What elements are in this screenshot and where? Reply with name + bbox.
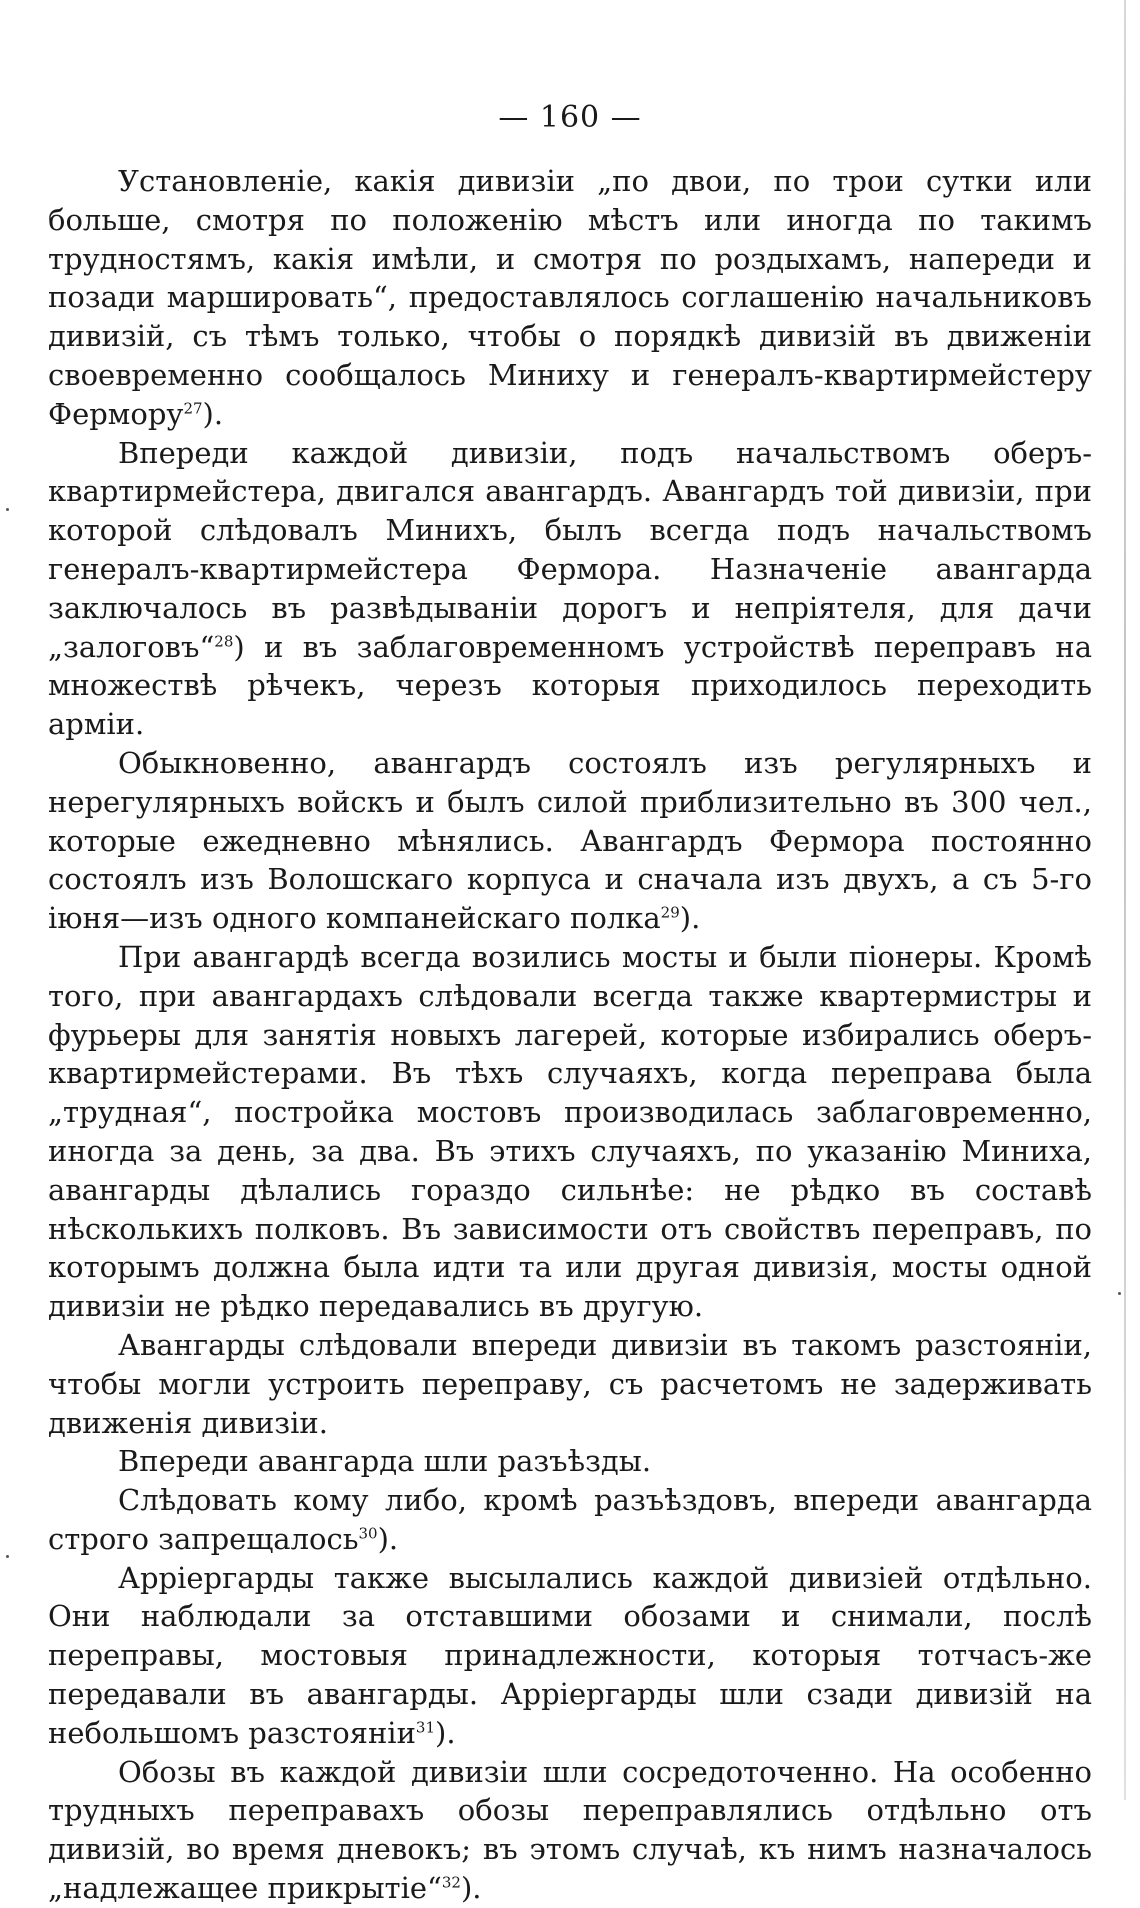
footnote-ref: 29 (660, 903, 680, 922)
paragraph: Впереди авангарда шли разъѣзды. (118, 1444, 652, 1479)
body-text (48, 162, 1092, 1908)
paragraph: Обыкновенно, авангардъ состоялъ изъ регулярныхъ и нерегулярныхъ войскъ и былъ силой приблизительно въ 300 чел., которые ежедневно мѣнялись. Авангардъ Фермора постоянно состоялъ изъ Волошскаго корпуса и сначала изъ двухъ, а съ 5-го іюня—изъ одного компанейскаго полка$^{29}$). (48, 745, 1092, 936)
footnote-ref: 31 (415, 1718, 436, 1737)
footnote-ref: 30 (358, 1524, 378, 1543)
scan-speck (6, 1555, 9, 1558)
paragraph: Арріергарды также высылались каждой дивизіей отдѣльно. Они наблюдали за отставшими обозами и снимали, послѣ переправы, мостовыя принадлежности, которыя тотчасъ-же передавали въ авангарды. Арріергарды шли сзади дивизій на небольшомъ разстояніи$^{31}$). (48, 1560, 1092, 1750)
paragraph: Установленіе, какія дивизіи „по двои, по трои сутки или больше, смотря по положенію мѣстъ или иногда по такимъ трудностямъ, какія имѣли, и смотря по роздыхамъ, напереди и позади маршировать“, предоставлялось соглашенію начальниковъ дивизій, съ тѣмъ только, чтобы о порядкѣ дивизій въ движеніи своевременно сообщалось Миниху и генералъ-квартирмейстеру Фермору$^{27}$). (48, 164, 1092, 431)
footnote-ref: 28 (214, 631, 234, 650)
scan-speck (1118, 1292, 1121, 1295)
scan-edge-line (1124, 0, 1126, 1800)
paragraph: Обозы въ каждой дивизіи шли сосредоточенно. На особенно трудныхъ переправахъ обозы переправлялись отдѣльно отъ дивизій, во время дневокъ; въ этомъ случаѣ, къ нимъ назначалось „надлежащее прикрытіе“$^{32}$). (48, 1754, 1092, 1906)
scan-speck (6, 508, 9, 511)
footnote-ref: 27 (183, 399, 203, 418)
paragraph: При авангардѣ всегда возились мосты и были піонеры. Кромѣ того, при авангардахъ слѣдовали всегда также квартермистры и фурьеры для занятія новыхъ лагерей, которые избирались оберъ-квартирмейстерами. Въ тѣхъ случаяхъ, когда переправа была „трудная“, постройка мостовъ производилась заблаговременно, иногда за день, за два. Въ этихъ случаяхъ, по указанію Миниха, авангарды дѣлались гораздо сильнѣе: не рѣдко въ составѣ нѣсколькихъ полковъ. Въ зависимости отъ свойствъ переправъ, по которымъ должна была идти та или другая дивизія, мосты одной дивизіи не рѣдко передавались въ другую. (48, 939, 1092, 1324)
page-number: — 160 — (498, 100, 642, 135)
footnote-ref: 32 (441, 1873, 461, 1892)
paragraph: Слѣдовать кому либо, кромѣ разъѣздовъ, впереди авангарда строго запрещалось$^{30}$). (48, 1483, 1092, 1556)
paragraph: Впереди каждой дивизіи, подъ начальствомъ оберъ-квартирмейстера, двигался авангардъ. Авангардъ той дивизіи, при которой слѣдовалъ Минихъ, былъ всегда подъ начальствомъ генералъ-квартирмейстера Фермора. Назначеніе авангарда заключалось въ развѣдываніи дорогъ и непріятеля, для дачи „залоговъ“$^{28}$) и въ заблаговременномъ устройствѣ переправъ на множествѣ рѣчекъ, черезъ которыя приходилось переходить арміи. (48, 435, 1092, 742)
paragraph: Авангарды слѣдовали впереди дивизіи въ такомъ разстояніи, чтобы могли устроить переправу, съ расчетомъ не задерживать движенія дивизіи. (48, 1327, 1092, 1440)
